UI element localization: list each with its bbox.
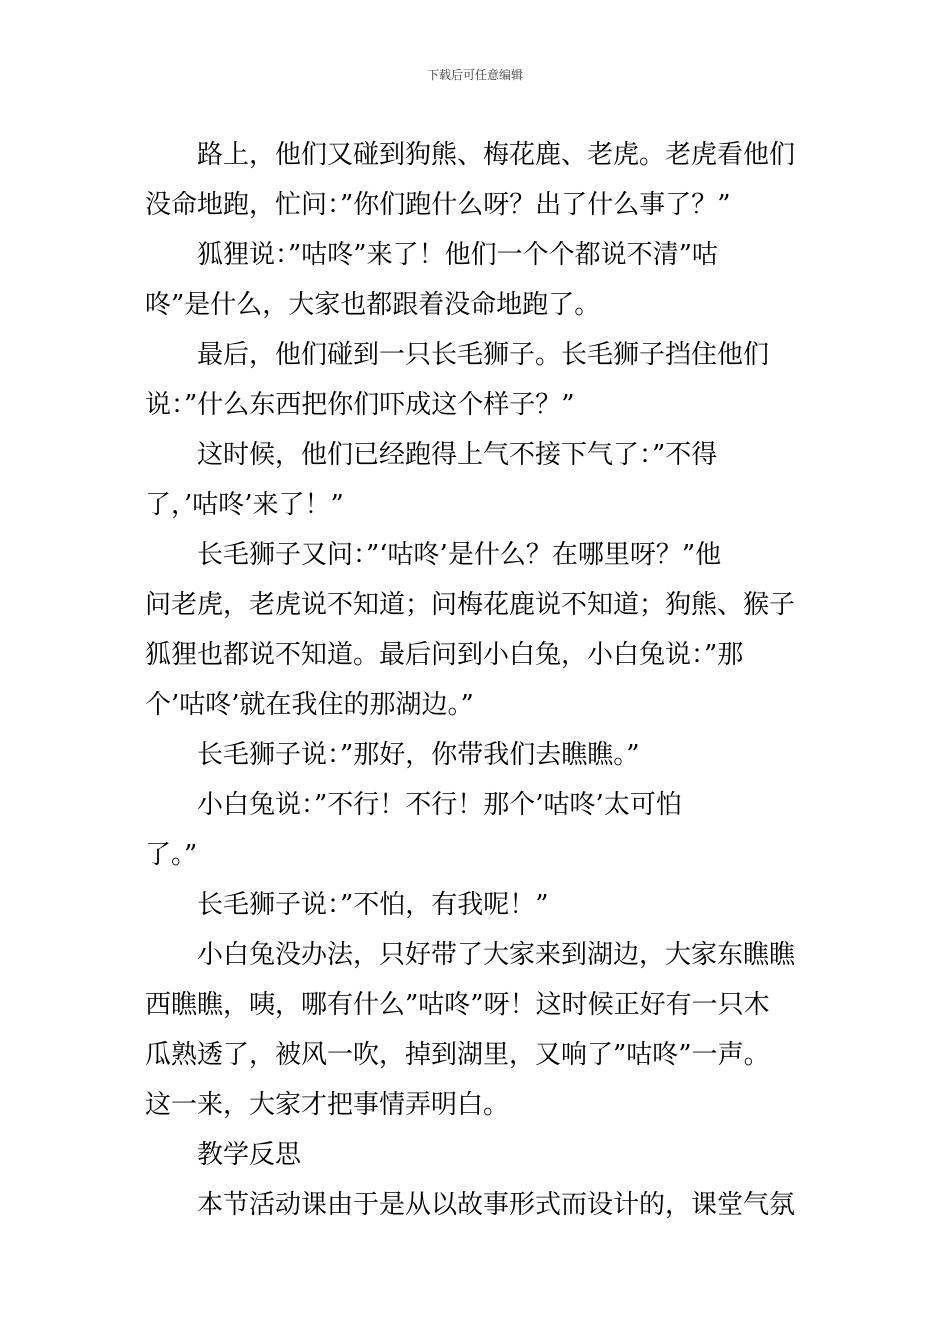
paragraph — [145, 730, 807, 780]
paragraph — [145, 330, 807, 430]
document-body — [145, 130, 807, 1230]
text-line: 西瞧瞧，咦，哪有什么”咕咚”呀！这时候正好有一只木 — [145, 990, 770, 1020]
text-line: 了。” — [145, 840, 198, 870]
paragraph — [145, 430, 807, 530]
text-line: 没命地跑，忙问：”你们跑什么呀？出了什么事了？” — [145, 190, 731, 220]
text-line: 问老虎，老虎说不知道；问梅花鹿说不知道；狗熊、猴子 — [145, 590, 796, 620]
text-line: 教学反思 — [197, 1140, 302, 1170]
paragraph — [145, 880, 807, 930]
paragraph — [145, 1180, 807, 1230]
text-line: 路上，他们又碰到狗熊、梅花鹿、老虎。老虎看他们 — [197, 140, 796, 170]
text-line: 本节活动课由于是从以故事形式而设计的，课堂气氛 — [197, 1190, 796, 1220]
text-line: 这一来，大家才把事情弄明白。 — [145, 1090, 510, 1120]
text-line: 小白兔说：”不行！不行！那个’咕咚’太可怕 — [197, 790, 682, 820]
text-line: 个’咕咚’就在我住的那湖边。” — [145, 690, 474, 720]
text-line: 长毛狮子又问：”‘咕咚’是什么？在哪里呀？”他 — [197, 540, 722, 570]
text-line: 小白兔没办法，只好带了大家来到湖边，大家东瞧瞧 — [197, 940, 796, 970]
text-line: 狐狸也都说不知道。最后问到小白兔，小白兔说：”那 — [145, 640, 744, 670]
paragraph — [145, 130, 807, 230]
page-header: 下载后可任意编辑 — [426, 68, 523, 82]
text-line: 长毛狮子说：”不怕，有我呢！” — [197, 890, 549, 920]
section-heading — [145, 1130, 807, 1180]
paragraph — [145, 780, 807, 880]
paragraph — [145, 230, 807, 330]
text-line: 咚”是什么，大家也都跟着没命地跑了。 — [145, 290, 601, 320]
text-line: 狐狸说：”咕咚”来了！他们一个个都说不清”咕 — [197, 240, 718, 270]
text-line: 长毛狮子说：”那好，你带我们去瞧瞧。” — [197, 740, 640, 770]
text-line: 最后，他们碰到一只长毛狮子。长毛狮子挡住他们 — [197, 340, 770, 370]
text-line: 了，’咕咚’来了！” — [145, 490, 344, 520]
text-line: 说：”什么东西把你们吓成这个样子？” — [145, 390, 575, 420]
paragraph — [145, 930, 807, 1130]
text-line: 这时候，他们已经跑得上气不接下气了：”不得 — [197, 440, 718, 470]
paragraph — [145, 530, 807, 730]
text-line: 瓜熟透了，被风一吹，掉到湖里，又响了”咕咚”一声。 — [145, 1040, 770, 1070]
